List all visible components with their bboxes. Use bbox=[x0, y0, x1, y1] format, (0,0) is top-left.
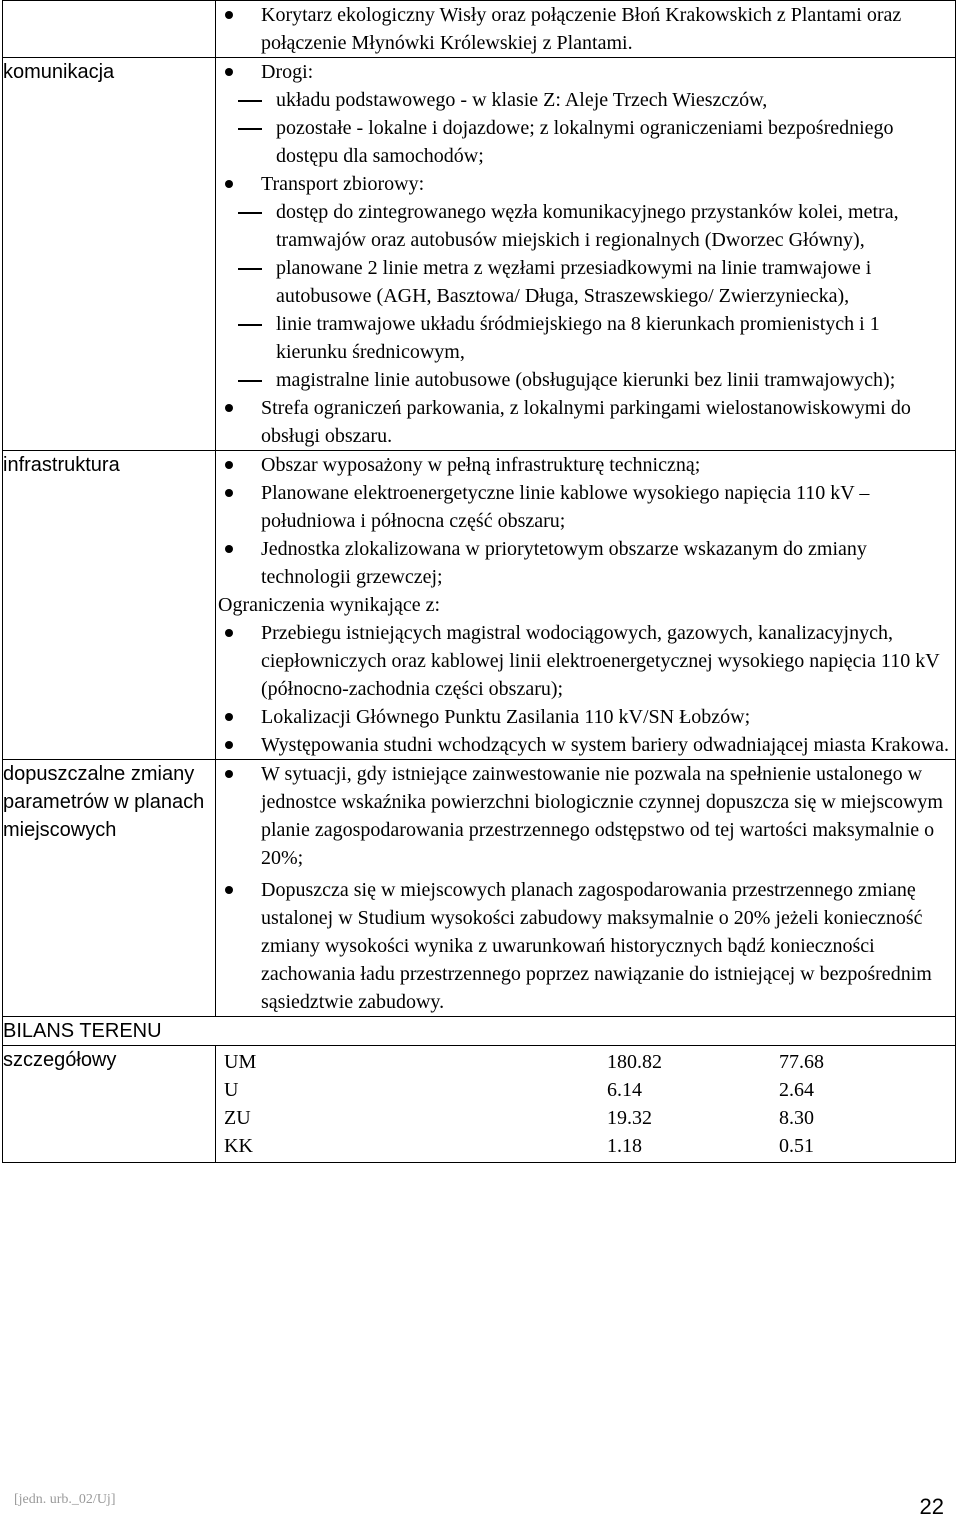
drogi-sub-item: układu podstawowego - w klasie Z: Aleje Trzech Wieszczów, bbox=[216, 86, 955, 114]
row-dopuszczalne bbox=[3, 760, 956, 1017]
infrastructure-item: Obszar wyposażony w pełną infrastrukturę techniczną; bbox=[216, 451, 955, 479]
infrastruktura-label: infrastruktura bbox=[3, 451, 216, 760]
drogi-sub-item: pozostałe - lokalne i dojazdowe; z lokalnymi ograniczeniami bezpośredniego dostępu dla samochodów; bbox=[216, 114, 955, 170]
bilans-area: 180.82 bbox=[607, 1051, 662, 1073]
drogi-item bbox=[216, 58, 955, 86]
infrastructure-item: Planowane elektroenergetyczne linie kablowe wysokiego napięcia 110 kV – południowa i północna część obszaru; bbox=[216, 479, 955, 535]
allowed-change-item: Dopuszcza się w miejscowych planach zagospodarowania przestrzennego zmianę ustalonej w Studium wysokości zabudowy maksymalnie o 20% jeżeli konieczność zmiany wysokości wynika z uwarunkowań historycznych bądź konieczności zachowania ładu przestrzennego poprzez nawiązanie do istniejącej w bezpośrednim sąsiedztwie zabudowy. bbox=[216, 876, 955, 1016]
footer-unit-code: [jedn. urb._02/Uj] bbox=[14, 1492, 116, 1507]
bilans-code: UM bbox=[224, 1051, 257, 1073]
restriction-item: Przebiegu istniejących magistral wodociągowych, gazowych, kanalizacyjnych, ciepłowniczych oraz kablowej linii elektroenergetycznej wysokiego napięcia 110 kV (północno-zachodnia części obszaru); bbox=[216, 619, 955, 703]
transport-item bbox=[216, 170, 955, 198]
restriction-item: Lokalizacji Głównego Punktu Zasilania 110 kV/SN Łobzów; bbox=[216, 703, 955, 731]
dopuszczalne-label: dopuszczalne zmiany parametrów w planach miejscowych bbox=[3, 760, 216, 1017]
bilans-percent: 2.64 bbox=[779, 1079, 814, 1101]
row-infrastruktura bbox=[3, 451, 956, 760]
komunikacja-label: komunikacja bbox=[3, 58, 216, 451]
ecological-corridor-cell bbox=[216, 1, 956, 58]
bilans-percent: 77.68 bbox=[779, 1051, 824, 1073]
transport-sub-item: dostęp do zintegrowanego węzła komunikacyjnego przystanków kolei, metra, tramwajów oraz autobusów miejskich i regionalnych (Dworzec Główny), bbox=[216, 198, 955, 254]
bilans-code: ZU bbox=[224, 1107, 251, 1129]
drogi-title: Drogi: bbox=[261, 61, 314, 83]
komunikacja-content bbox=[216, 58, 956, 451]
bilans-code: U bbox=[224, 1079, 239, 1101]
transport-sub-item: planowane 2 linie metra z węzłami przesiadkowymi na linie tramwajowe i autobusowe (AGH, Basztowa/ Długa, Straszewskiego/ Zwierzyniecka), bbox=[216, 254, 955, 310]
transport-sub-item: linie tramwajowe układu śródmiejskiego na 8 kierunkach promienistych i 1 kierunku średnicowym, bbox=[216, 310, 955, 366]
transport-sub-item: magistralne linie autobusowe (obsługujące kierunki bez linii tramwajowych); bbox=[216, 366, 955, 394]
parking-zone-item: Strefa ograniczeń parkowania, z lokalnymi parkingami wielostanowiskowymi do obsługi obszaru. bbox=[216, 394, 955, 450]
restriction-item: Występowania studni wchodzących w system bariery odwadniającej miasta Krakowa. bbox=[216, 731, 955, 759]
bilans-area: 1.18 bbox=[607, 1135, 642, 1157]
dopuszczalne-content bbox=[216, 760, 956, 1017]
bilans-code: KK bbox=[224, 1135, 253, 1157]
bilans-header: BILANS TERENU bbox=[3, 1017, 956, 1046]
ecological-corridor-item: Korytarz ekologiczny Wisły oraz połączenie Błoń Krakowskich z Plantami oraz połączenie Młynówki Królewskiej z Plantami. bbox=[216, 1, 955, 57]
bilans-area: 6.14 bbox=[607, 1079, 642, 1101]
left-cell-empty bbox=[3, 1, 216, 58]
allowed-change-item: W sytuacji, gdy istniejące zainwestowanie nie pozwala na spełnienie ustalonego w jednostce wskaźnika powierzchni biologicznie czynnej dopuszcza się w miejscowym planie zagospodarowania przestrzennego odstępstwo od tej wartości maksymalnie o 20%; bbox=[216, 760, 955, 872]
infrastruktura-content bbox=[216, 451, 956, 760]
bilans-label: szczegółowy bbox=[3, 1046, 216, 1163]
transport-title: Transport zbiorowy: bbox=[261, 173, 425, 195]
bilans-content bbox=[216, 1046, 956, 1163]
restrictions-heading: Ograniczenia wynikające z: bbox=[218, 594, 441, 616]
bilans-area: 19.32 bbox=[607, 1107, 652, 1129]
bilans-percent: 8.30 bbox=[779, 1107, 814, 1129]
row-ecological-corridor bbox=[3, 1, 956, 58]
bilans-grid bbox=[216, 1046, 955, 1162]
bilans-percent: 0.51 bbox=[779, 1135, 814, 1157]
page-number: 22 bbox=[919, 1494, 944, 1519]
infrastructure-item: Jednostka zlokalizowana w priorytetowym obszarze wskazanym do zmiany technologii grzewczej; bbox=[216, 535, 955, 591]
row-komunikacja bbox=[3, 58, 956, 451]
row-bilans bbox=[3, 1046, 956, 1163]
row-bilans-header bbox=[3, 1017, 956, 1046]
study-table bbox=[2, 0, 956, 1163]
